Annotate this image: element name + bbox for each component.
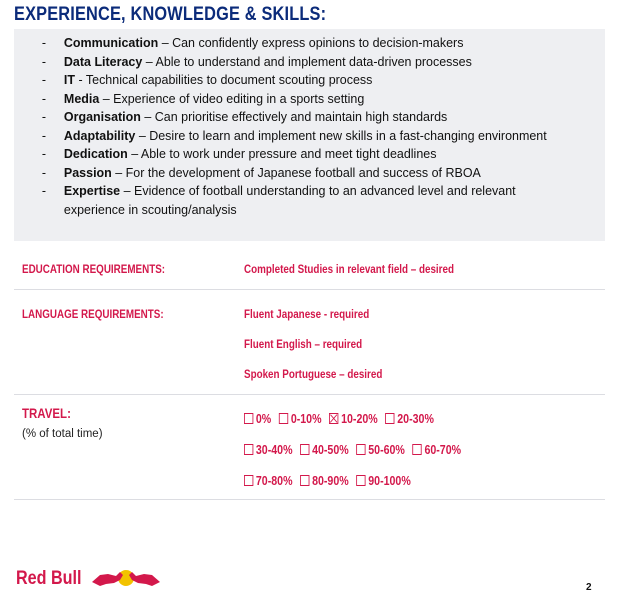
skill-description: – Able to understand and implement data-driven processes [142, 53, 472, 69]
skill-term: Media [63, 90, 100, 106]
travel-option[interactable] [356, 474, 410, 488]
skill-term: Adaptability [63, 127, 136, 143]
checkbox-empty-icon[interactable] [244, 413, 253, 424]
bullet-dash: - [41, 183, 47, 198]
travel-options-line-3 [244, 474, 418, 488]
travel-option-label: 30-40% [255, 443, 293, 457]
travel-option-label: 50-60% [368, 443, 405, 457]
bullet-dash: - [41, 164, 47, 180]
travel-option-label: 10-20% [341, 412, 378, 426]
section-title: EXPERIENCE, KNOWLEDGE & SKILLS: [14, 4, 327, 25]
checkbox-empty-icon[interactable] [300, 444, 309, 455]
skill-item [14, 127, 573, 146]
bullet-dash: - [41, 53, 47, 69]
checkbox-empty-icon[interactable] [279, 413, 288, 424]
language-row [14, 290, 605, 395]
travel-row [14, 395, 605, 500]
skill-description: - Technical capabilities to document scouting process [75, 72, 373, 87]
travel-option[interactable] [356, 443, 405, 457]
travel-option-label: 0-10% [290, 412, 322, 426]
skill-description: – Experience of video editing in a sports setting [99, 90, 365, 106]
travel-options-line-1 [244, 412, 442, 426]
travel-option-label: 80-90% [312, 474, 349, 488]
bullet-dash: - [41, 127, 47, 143]
bullet-dash: - [41, 35, 47, 50]
travel-label: TRAVEL: [22, 405, 71, 421]
skill-item [14, 71, 573, 90]
skill-term: IT [63, 72, 76, 87]
language-value-japanese: Fluent Japanese - required [244, 307, 370, 321]
travel-option[interactable] [244, 474, 293, 488]
checkbox-empty-icon[interactable] [244, 444, 253, 455]
checkbox-empty-icon[interactable] [385, 413, 394, 424]
skill-description: – Can confidently express opinions to decision-makers [158, 35, 464, 50]
skill-item [14, 182, 573, 219]
travel-option[interactable] [244, 443, 293, 457]
skill-term: Dedication [63, 146, 128, 161]
skill-term: Passion [63, 164, 112, 180]
travel-option[interactable] [300, 474, 349, 488]
travel-options-line-2 [244, 443, 469, 457]
skill-term: Organisation [63, 109, 141, 124]
skill-description: – Able to work under pressure and meet tight deadlines [127, 146, 437, 161]
education-label: EDUCATION REQUIREMENTS: [22, 262, 166, 276]
skills-panel [14, 29, 605, 241]
travel-option[interactable] [385, 412, 434, 426]
bullet-dash: - [41, 90, 47, 106]
education-value: Completed Studies in relevant field – desired [244, 262, 454, 276]
skill-item [14, 145, 573, 164]
travel-option-label: 20-30% [397, 412, 434, 426]
checkbox-empty-icon[interactable] [356, 475, 365, 486]
travel-option[interactable] [329, 412, 378, 426]
travel-option-label: 60-70% [424, 443, 462, 457]
language-value-portuguese: Spoken Portuguese – desired [244, 367, 383, 381]
travel-option-label: 90-100% [368, 474, 411, 488]
bullet-dash: - [41, 109, 47, 124]
checkbox-empty-icon[interactable] [300, 475, 309, 486]
travel-option[interactable] [300, 443, 349, 457]
checkbox-empty-icon[interactable] [244, 475, 253, 486]
skill-description: – Desire to learn and implement new skills in a fast-changing environment [135, 127, 547, 143]
skill-item [14, 53, 573, 72]
checkbox-checked-icon[interactable] [329, 413, 338, 424]
skill-term: Expertise [63, 183, 121, 198]
skill-item [14, 34, 573, 53]
bulls-emblem-icon [90, 566, 162, 590]
bullet-dash: - [41, 146, 47, 161]
checkbox-empty-icon[interactable] [413, 444, 422, 455]
travel-option-label: 70-80% [255, 474, 293, 488]
checkbox-empty-icon[interactable] [356, 444, 365, 455]
travel-option[interactable] [413, 443, 462, 457]
language-label: LANGUAGE REQUIREMENTS: [22, 307, 164, 321]
travel-option[interactable] [279, 412, 322, 426]
skill-term: Communication [63, 35, 159, 50]
travel-option-label: 0% [255, 412, 272, 426]
language-value-english: Fluent English – required [244, 337, 363, 351]
skill-description: – Evidence of football understanding to an advanced level and relevant experience in scouting/analysis [63, 183, 516, 217]
skill-item [14, 90, 573, 109]
logo-text: Red Bull [16, 568, 82, 589]
education-row [14, 243, 605, 290]
skill-item [14, 108, 573, 127]
skill-item [14, 164, 573, 183]
skill-description: – Can prioritise effectively and maintain high standards [140, 109, 448, 124]
travel-sublabel: (% of total time) [22, 428, 103, 440]
bullet-dash: - [41, 72, 47, 87]
skill-term: Data Literacy [63, 53, 143, 69]
travel-option[interactable] [244, 412, 271, 426]
skills-list [14, 29, 605, 219]
travel-option-label: 40-50% [312, 443, 349, 457]
skill-description: – For the development of Japanese football and success of RBOA [111, 164, 481, 180]
page-number: 2 [586, 582, 592, 593]
